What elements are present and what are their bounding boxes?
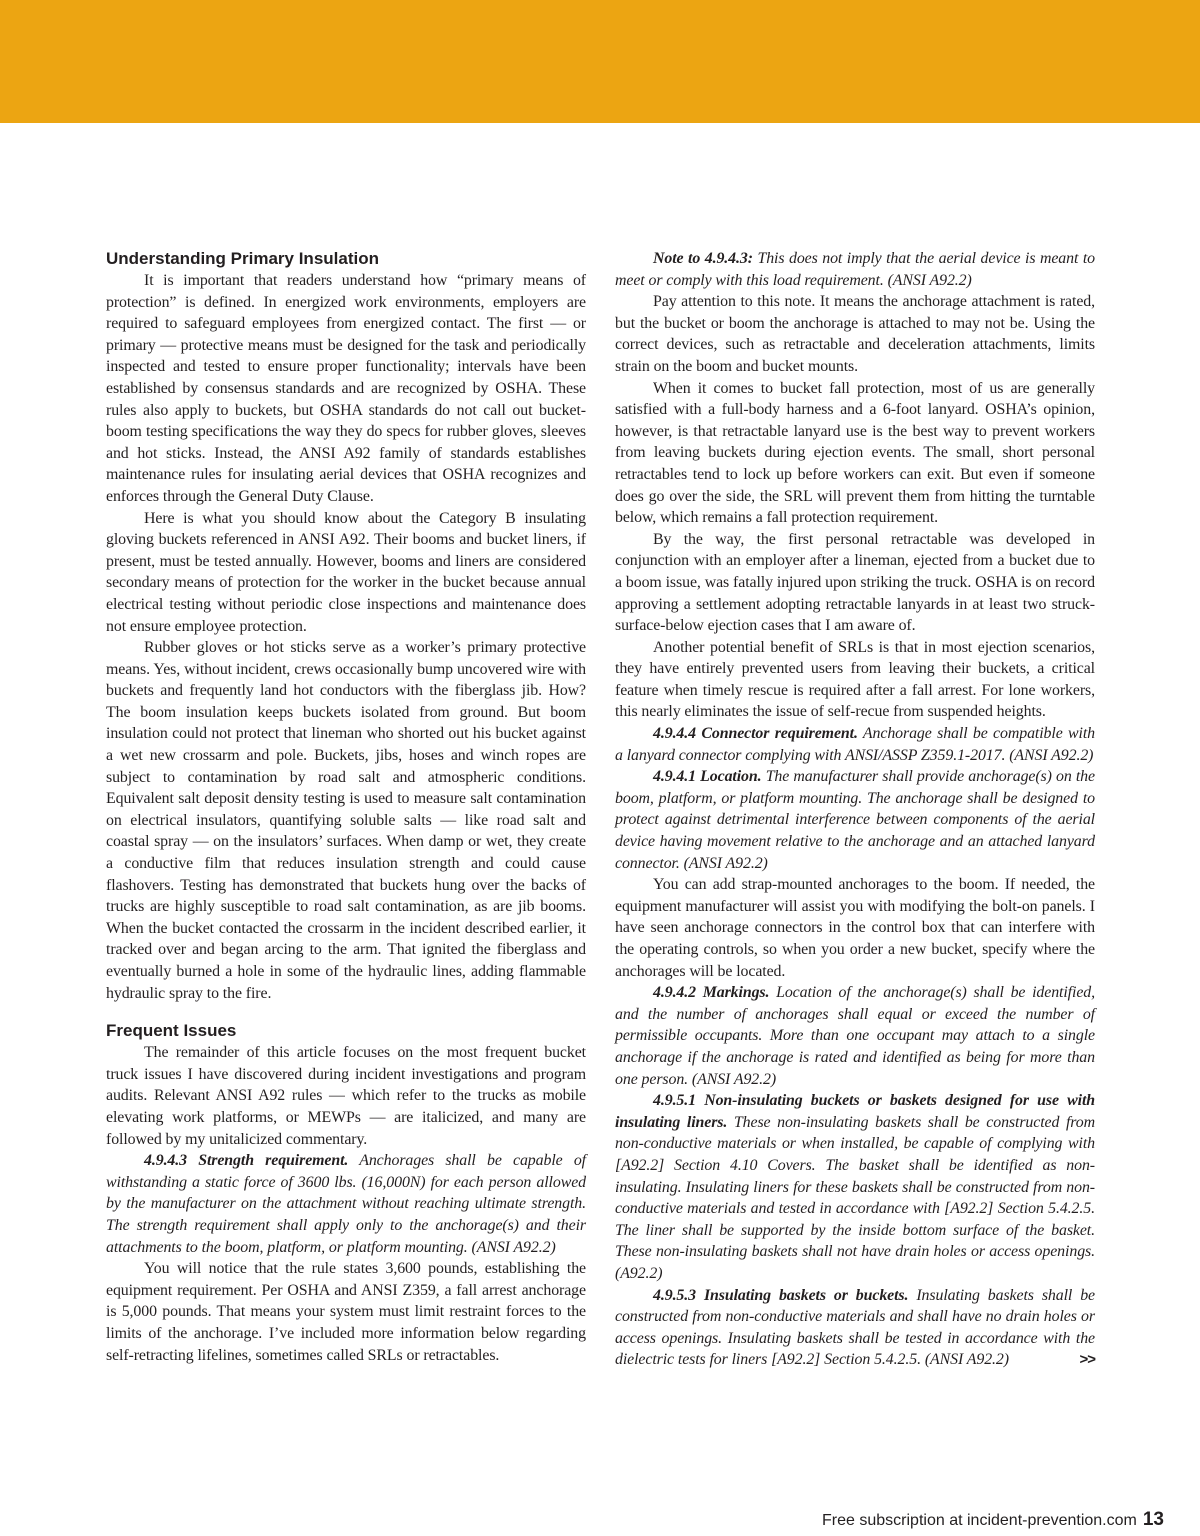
- paragraph: You will notice that the rule states 3,600 pounds, establishing the equipment requirement. Per OSHA and ANSI Z359, a fall arrest anchorage is 5,000 pounds. That means your system must limit restraint forces to the limits of the anchorage. I’ve included more information below regarding self-retracting lifelines, sometimes called SRLs or retractables.: [106, 1260, 586, 1364]
- rule-text: The manufacturer shall provide anchorage(s) on the boom, platform, or platform mounting. The anchorage shall be designed to protect against detrimental interference between components of the aerial device having movement relative to the anchorage and an attached lanyard connector. (ANSI A92.2): [615, 768, 1095, 872]
- rule-label: 4.9.4.2 Markings.: [653, 984, 770, 1002]
- paragraph: The remainder of this article focuses on the most frequent bucket truck issues I have discovered during incident investigations and program audits. Relevant ANSI A92 rules — which refer to the trucks as mobile elevating work platforms, or MEWPs — are italicized, and many are followed by my unitalicized commentary.: [106, 1044, 586, 1148]
- page-number: 13: [1142, 1509, 1164, 1530]
- section-heading-frequent-issues: Frequent Issues: [106, 1021, 237, 1041]
- rule-text: Insulating baskets shall be constructed from non-conductive materials and shall have no drain holes or access openings. Insulating baskets shall be tested in accordance with the dielectric tests for liners [A92.2] Section 5.4.2.5. (ANSI A92.2): [615, 1286, 1095, 1369]
- paragraph: Here is what you should know about the Category B insulating gloving buckets referenced in ANSI A92. Their booms and bucket liners, if present, must be tested annually. However, booms and liners are considered secondary means of protection for the worker in the bucket because annual electrical testing without periodic close inspections and maintenance does not ensure employee protection.: [106, 509, 586, 635]
- standard-quote-4-9-5-3: [615, 1285, 1095, 1371]
- rule-text: Anchorages shall be capable of withstanding a static force of 3600 lbs. (16,000N) for each person allowed by the manufacturer on the attachment without reaching ultimate strength. The strength requirement shall apply only to the anchorage(s) and their attachments to the boom, platform, or platform mounting. (ANSI A92.2): [106, 1152, 586, 1256]
- rule-text: This does not imply that the aerial device is meant to meet or comply with this load requirement. (ANSI A92.2): [615, 250, 1095, 289]
- standard-quote-4-9-4-4: [615, 723, 1095, 766]
- footer-subscription-text: Free subscription at incident-prevention.com: [822, 1512, 1137, 1529]
- continue-arrows-icon: >>: [1079, 1351, 1095, 1369]
- standard-note-4-9-4-3: [615, 248, 1095, 291]
- standard-quote-4-9-4-3: [106, 1150, 586, 1258]
- rule-label: 4.9.4.3 Strength requirement.: [144, 1152, 349, 1170]
- header-color-band: [0, 0, 1200, 123]
- rule-label: 4.9.5.3 Insulating baskets or buckets.: [653, 1286, 909, 1304]
- rule-label: Note to 4.9.4.3:: [653, 250, 753, 267]
- paragraph: Another potential benefit of SRLs is that in most ejection scenarios, they have entirely prevented users from leaving their buckets, a critical feature when timely rescue is required after a fall arrest. For lone workers, this nearly eliminates the issue of self-recue from suspended heights.: [615, 638, 1095, 721]
- paragraph: It is important that readers understand how “primary means of protection” is defined. In energized work environments, employers are required to safeguard employees from energized contact. The first — or primary — protective means must be designed for the task and periodically inspected and tested to ensure proper functionality; intervals have been established by consensus standards and are recognized by OSHA. These rules also apply to buckets, but OSHA standards do not call out bucket-boom testing specifications the way they do specs for rubber gloves, sleeves and hot sticks. Instead, the ANSI A92 family of standards establishes maintenance rules for insulating aerial devices that OSHA recognizes and enforces through the General Duty Clause.: [106, 272, 586, 505]
- right-column: [615, 248, 1095, 1371]
- rule-text: Anchorage shall be compatible with a lanyard connector complying with ANSI/ASSP Z359.1-2017. (ANSI A92.2): [615, 725, 1096, 764]
- page-footer: [822, 1509, 1164, 1531]
- standard-quote-4-9-5-1: [615, 1090, 1095, 1284]
- rule-text: These non-insulating baskets shall be constructed from non-conductive materials or when installed, be capable of complying with [A92.2] Section 4.10 Covers. The basket shall be identified as non-insulating. Insulating liners for these baskets shall be constructed from non-conductive materials and tested in accordance with [A92.2] Section 5.4.2.5. The liner shall be supported by the inside bottom surface of the basket. These non-insulating baskets shall not have drain holes or access openings. (A92.2): [615, 1113, 1095, 1282]
- rule-label: 4.9.4.1 Location.: [653, 768, 762, 786]
- paragraph: By the way, the first personal retractable was developed in conjunction with an employer after a lineman, ejected from a bucket due to a boom issue, was fatally injured upon striking the truck. OSHA is on record approving a settlement adopting retractable lanyards in at least two struck-surface-below ejection cases that I am aware of.: [615, 530, 1095, 635]
- paragraph: When it comes to bucket fall protection, most of us are generally satisfied with a full-body harness and a 6-foot lanyard. OSHA’s opinion, however, is that retractable lanyard use is the best way to prevent workers from leaving buckets during ejection events. The small, short personal retractables tend to lock up before workers can exit. But even if someone does go over the side, the SRL will prevent them from hitting the turntable below, which remains a fall protection requirement.: [615, 379, 1095, 527]
- standard-quote-4-9-4-1: [615, 766, 1095, 874]
- rule-text: Location of the anchorage(s) shall be identified, and the number of anchorages shall equal or exceed the number of permissible occupants. More than one occupant may attach to a single anchorage if the anchorage is rated and identified as being for more than one person. (ANSI A92.2): [615, 984, 1095, 1088]
- rule-label: 4.9.4.4 Connector requirement.: [653, 725, 858, 743]
- left-column: [106, 248, 586, 1366]
- paragraph: Pay attention to this note. It means the anchorage attachment is rated, but the bucket or boom the anchorage is attached to may not be. Using the correct devices, such as retractable and deceleration attachments, limits strain on the boom and bucket mounts.: [615, 293, 1095, 375]
- rule-label: 4.9.5.1 Non-insulating buckets or baskets designed for use with insulating liners.: [615, 1092, 1095, 1131]
- section-heading-primary-insulation: Understanding Primary Insulation: [106, 249, 379, 268]
- paragraph: Rubber gloves or hot sticks serve as a worker’s primary protective means. Yes, without incident, crews occasionally bump uncovered wire with buckets and frequently land hot conductors with the fiberglass jib. How? The boom insulation keeps buckets isolated from ground. But boom insulation could not protect that lineman who shorted out his bucket against a wet new crossarm and pole. Buckets, jibs, hoses and winch ropes are subject to contamination by road salt and atmospheric conditions. Equivalent salt deposit density testing is used to measure salt contamination on electrical insulators, quantifying soluble salts — like road salt and coastal spray — on the insulators’ surfaces. When damp or wet, they create a conductive film that reduces insulation strength and could cause flashovers. Testing has demonstrated that buckets hung over the backs of trucks are highly susceptible to road salt contamination, as are jib booms. When the bucket contacted the crossarm in the incident described earlier, it tracked over and began arcing to the arm. That ignited the fiberglass and eventually burned a hole in some of the hydraulic lines, adding flammable hydraulic spray to the fire.: [106, 639, 586, 1002]
- paragraph: You can add strap-mounted anchorages to the boom. If needed, the equipment manufacturer will assist you with modifying the bolt-on panels. I have seen anchorage connectors in the control box that can interfere with the operating controls, so when you order a new bucket, specify where the anchorages will be located.: [615, 876, 1095, 980]
- standard-quote-4-9-4-2: [615, 982, 1095, 1090]
